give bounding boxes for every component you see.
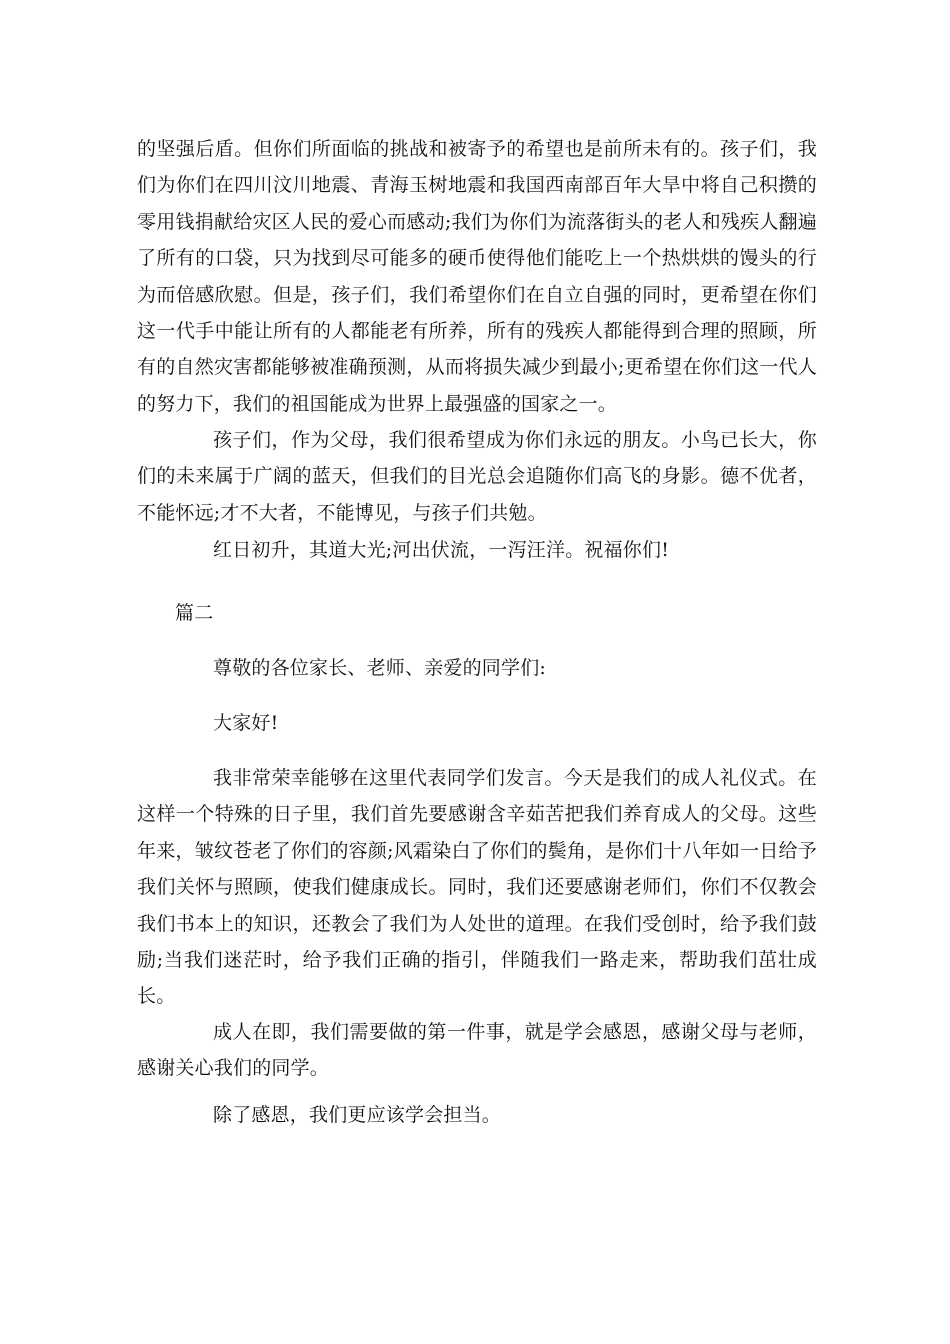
paragraph-thanksgiving: 成人在即，我们需要做的第一件事，就是学会感恩，感谢父母与老师，感谢关心我们的同学。 <box>137 1021 817 1080</box>
paragraph-greeting: 大家好! <box>213 712 279 734</box>
paragraph-responsibility: 除了感恩，我们更应该学会担当。 <box>213 1104 502 1126</box>
section-heading: 篇二 <box>175 602 214 624</box>
paragraph-speech-gratitude: 我非常荣幸能够在这里代表同学们发言。今天是我们的成人礼仪式。在这样一个特殊的日子里，我们首先要感谢含辛茹苦把我们养育成人的父母。这些年来，皱纹苍老了你们的容颜;风霜染白了你们的鬓角，是你们十八年如一日给予我们关怀与照顾，使我们健康成长。同时，我们还要感谢老师们，你们不仅教会我们书本上的知识，还教会了我们为人处世的道理。在我们受创时，给予我们鼓励;当我们迷茫时，给予我们正确的指引，伴随我们一路走来，帮助我们茁壮成长。 <box>137 767 817 1008</box>
paragraph-parents-hopes: 的坚强后盾。但你们所面临的挑战和被寄予的希望也是前所未有的。孩子们，我们为你们在四川汶川地震、青海玉树地震和我国西南部百年大旱中将自己积攒的零用钱捐献给灾区人民的爱心而感动;我们为你们为流落街头的老人和残疾人翻遍了所有的口袋，只为找到尽可能多的硬币使得他们能吃上一个热烘烘的馒头的行为而倍感欣慰。但是，孩子们，我们希望你们在自立自强的同时，更希望在你们这一代手中能让所有的人都能老有所养，所有的残疾人都能得到合理的照顾，所有的自然灾害都能够被准确预测，从而将损失减少到最小;更希望在你们这一代人的努力下，我们的祖国能成为世界上最强盛的国家之一。 <box>137 138 817 415</box>
paragraph-salutation: 尊敬的各位家长、老师、亲爱的同学们: <box>213 657 547 679</box>
paragraph-friends: 孩子们，作为父母，我们很希望成为你们永远的朋友。小鸟已长大，你们的未来属于广阔的蓝天，但我们的目光总会追随你们高飞的身影。德不优者，不能怀远;才不大者，不能博见，与孩子们共勉。 <box>137 429 817 524</box>
paragraph-blessing: 红日初升，其道大光;河出伏流，一泻汪洋。祝福你们! <box>213 539 670 561</box>
